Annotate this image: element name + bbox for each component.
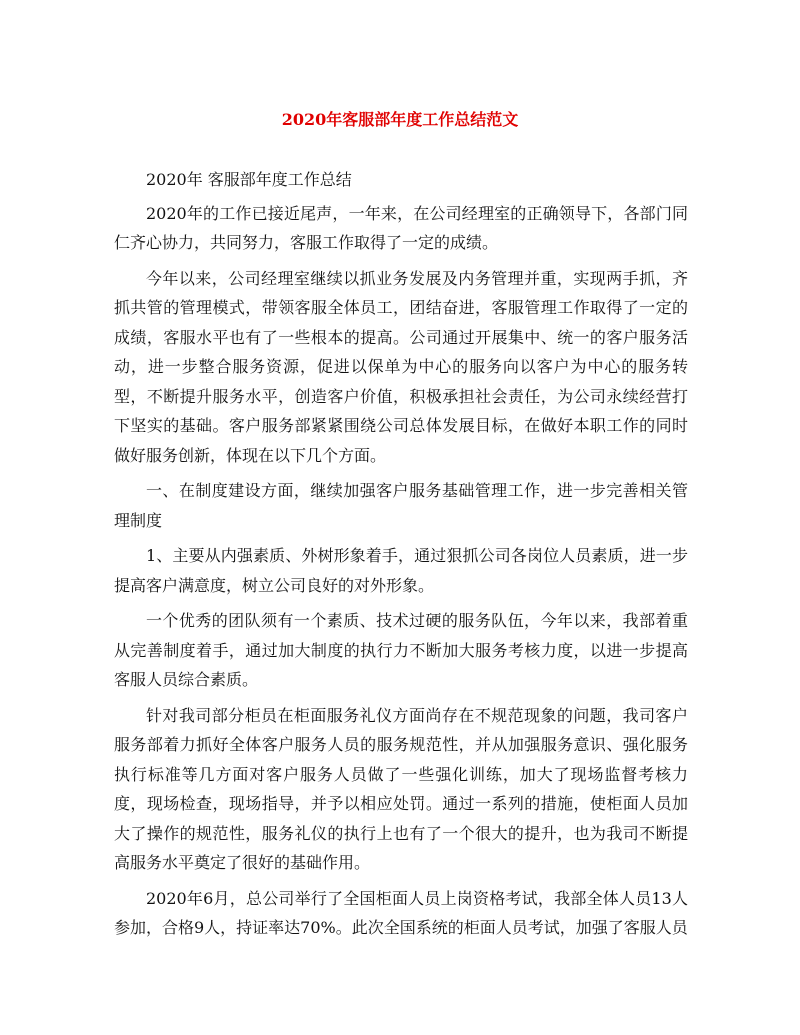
paragraph: 2020年6月，总公司举行了全国柜面人员上岗资格考试，我部全体人员13人参加，合格9人，持证率达70%。此次全国系统的柜面人员考试，加强了客服人员 <box>114 888 688 937</box>
paragraph-heading: 2020年 客服部年度工作总结 <box>146 170 352 189</box>
paragraph: 1、主要从内强素质、外树形象着手，通过狠抓公司各岗位人员素质，进一步提高客户满意度，树立公司良好的对外形象。 <box>114 546 688 595</box>
section-heading: 一、在制度建设方面，继续加强客户服务基础管理工作，进一步完善相关管理制度 <box>114 481 688 530</box>
paragraph: 一个优秀的团队须有一个素质、技术过硬的服务队伍，今年以来，我部着重从完善制度着手，通过加大制度的执行力不断加大服务考核力度，以进一步提高客服人员综合素质。 <box>114 611 688 689</box>
paragraph: 2020年的工作已接近尾声，一年来，在公司经理室的正确领导下，各部门同仁齐心协力，共同努力，客服工作取得了一定的成绩。 <box>114 203 688 252</box>
paragraph: 今年以来，公司经理室继续以抓业务发展及内务管理并重，实现两手抓，齐抓共管的管理模式，带领客服全体员工，团结奋进，客服管理工作取得了一定的成绩，客服水平也有了一些根本的提高。公司通过开展集中、统一的客户服务活动，进一步整合服务资源，促进以保单为中心的服务向以客户为中心的服务转型，不断提升服务水平，创造客户价值，积极承担社会责任，为公司永续经营打下坚实的基础。客户服务部紧紧围绕公司总体发展目标，在做好本职工作的同时做好服务创新，体现在以下几个方面。 <box>114 268 688 465</box>
paragraph: 针对我司部分柜员在柜面服务礼仪方面尚存在不规范现象的问题，我司客户服务部着力抓好全体客户服务人员的服务规范性，并从加强服务意识、强化服务执行标准等几方面对客户服务人员做了一些强化训练，加大了现场监督考核力度，现场检查，现场指导，并予以相应处罚。通过一系列的措施，使柜面人员加大了操作的规范性，服务礼仪的执行上也有了一个很大的提升，也为我司不断提高服务水平奠定了很好的基础作用。 <box>114 705 688 872</box>
document-body <box>114 165 688 949</box>
document-title: 2020年客服部年度工作总结范文 <box>281 110 519 129</box>
